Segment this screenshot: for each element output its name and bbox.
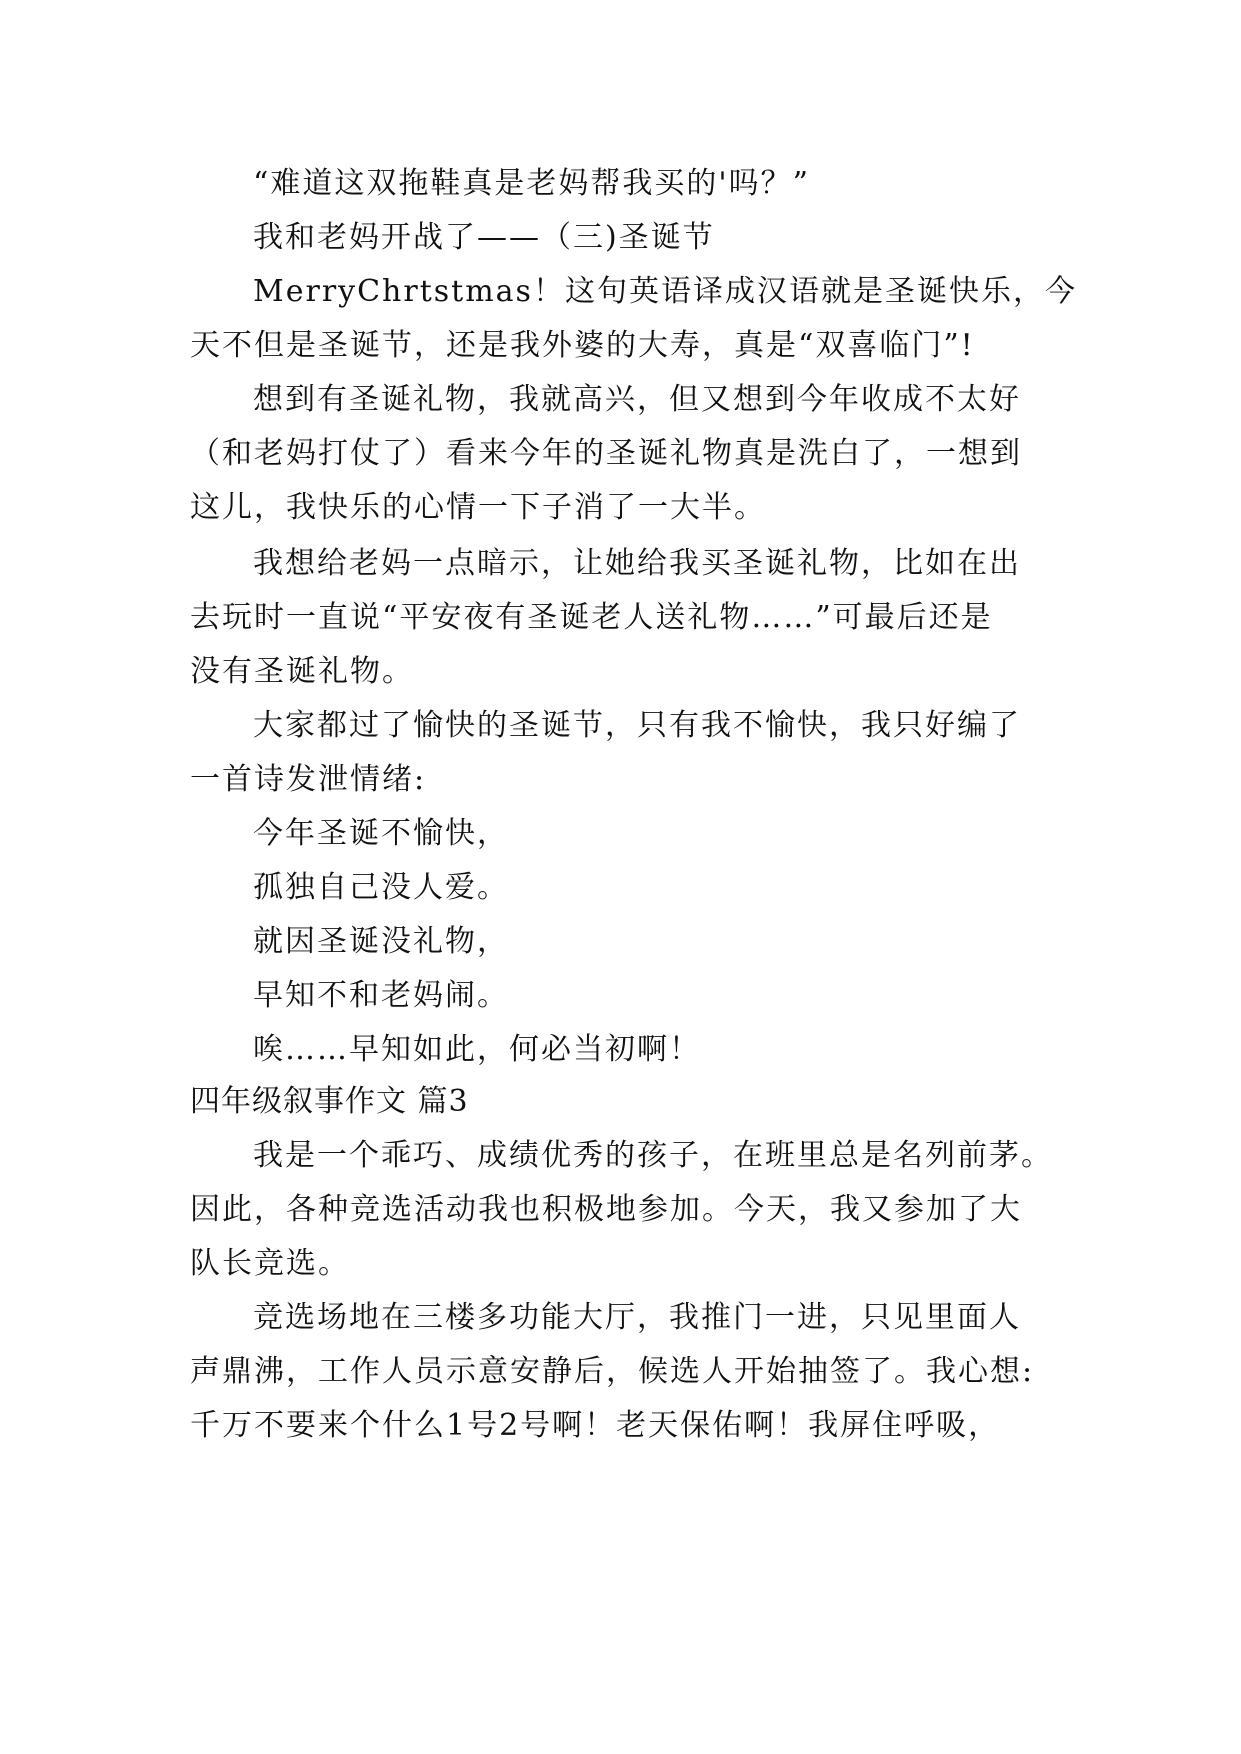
text-line: 一首诗发泄情绪: [190,762,427,797]
text-line: 竞选场地在三楼多功能大厅，我推门一进，只见里面人 [253,1300,1021,1335]
text-line: 我想给老妈一点暗示，让她给我买圣诞礼物，比如在出 [253,546,1021,581]
text-line: 大家都过了愉快的圣诞节，只有我不愉快，我只好编了 [253,708,1021,743]
poem-line: 就因圣诞没礼物， [253,924,509,959]
text-line: （和老妈打仗了）看来今年的圣诞礼物真是洗白了，一想到 [190,436,1022,471]
text-line: MerryChrtstmas！这句英语译成汉语就是圣诞快乐，今 [253,274,1077,309]
text-line: 我和老妈开战了——（三)圣诞节 [253,220,715,255]
text-line: 唉……早知如此，何必当初啊！ [253,1032,701,1067]
text-line: 队长竞选。 [190,1246,350,1281]
text-line: 去玩时一直说“平安夜有圣诞老人送礼物……”可最后还是 [190,600,993,635]
text-line: “难道这双拖鞋真是老妈帮我买的'吗？” [253,166,810,201]
text-line: 我是一个乖巧、成绩优秀的孩子，在班里总是名列前茅。 [253,1138,1053,1173]
section-heading: 四年级叙事作文 篇3 [190,1084,469,1119]
text-line: 天不但是圣诞节，还是我外婆的大寿，真是“双喜临门”! [190,328,975,363]
text-line: 没有圣诞礼物。 [190,654,414,689]
poem-line: 今年圣诞不愉快， [253,816,509,851]
text-line: 千万不要来个什么1号2号啊！老天保佑啊！我屏住呼吸， [190,1408,1001,1443]
text-line: 声鼎沸，工作人员示意安静后，候选人开始抽签了。我心想: [190,1354,1035,1389]
text-line: 这儿，我快乐的心情一下子消了一大半。 [190,490,766,525]
text-line: 因此，各种竞选活动我也积极地参加。今天，我又参加了大 [190,1192,1022,1227]
poem-line: 孤独自己没人爱。 [253,870,509,905]
poem-line: 早知不和老妈闹。 [253,978,509,1013]
text-line: 想到有圣诞礼物，我就高兴，但又想到今年收成不太好 [253,382,1021,417]
